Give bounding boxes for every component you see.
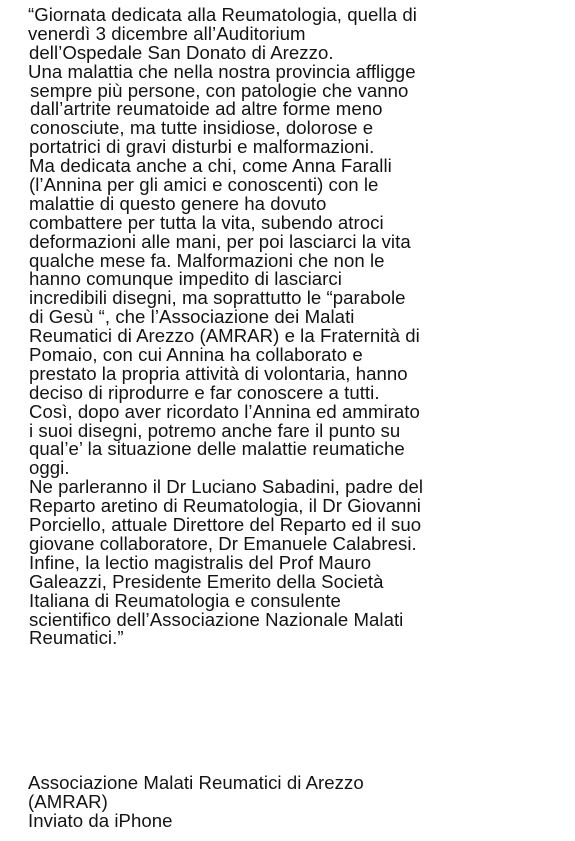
article-line: oggi. — [29, 457, 70, 479]
article-line: Ma dedicata anche a chi, come Anna Faralli — [29, 155, 392, 177]
article-line: conosciute, ma tutte insidiose, dolorose e — [30, 117, 374, 139]
article-line: sempre più persone, con patologie che vanno — [30, 79, 409, 101]
article-line: Ne parleranno il Dr Luciano Sabadini, padre del — [29, 476, 424, 498]
article-line: Porciello, attuale Direttore del Reparto ed il suo — [29, 514, 422, 536]
article-line: prestato la propria attività di volontaria, hanno — [29, 362, 408, 384]
signature-line: Associazione Malati Reumatici di Arezzo — [28, 772, 364, 793]
article-line: Italiana di Reumatologia e consulente — [29, 589, 341, 611]
article-line: malattie di questo genere ha dovuto — [29, 192, 327, 214]
article-line: Galeazzi, Presidente Emerito della Società — [29, 570, 384, 592]
article-line: di Gesù “, che l’Associazione dei Malati — [29, 306, 355, 328]
article-line: venerdì 3 dicembre all’Auditorium — [28, 22, 306, 44]
article-line: Pomaio, con cui Annina ha collaborato e — [29, 344, 363, 366]
article-line: dell’Ospedale San Donato di Arezzo. — [29, 41, 334, 63]
article-line: hanno comunque impedito di lasciarci — [29, 268, 342, 290]
article-line: giovane collaboratore, Dr Emanuele Calabresi. — [29, 532, 417, 554]
article-line: dall’artrite reumatoide ad altre forme meno — [30, 98, 383, 120]
article-line: qualche mese fa. Malformazioni che non le — [29, 249, 385, 271]
article-line: i suoi disegni, potremo anche fare il punto su — [29, 419, 401, 441]
signature-line: (AMRAR) — [28, 790, 108, 812]
article-line: Reumatici.” — [29, 627, 124, 649]
article-line: scientifico dell’Associazione Nazionale Malati — [29, 608, 404, 630]
article-line: Così, dopo aver ricordato l’Annina ed ammirato — [29, 400, 420, 422]
article-line: (l’Annina per gli amici e conoscenti) con le — [29, 174, 379, 196]
article-line: Reparto aretino di Reumatologia, il Dr Giovanni — [29, 495, 421, 517]
article-line: portatrici di gravi disturbi e malformazioni. — [29, 136, 375, 158]
article-line: Una malattia che nella nostra provincia affligge — [28, 60, 416, 82]
article-line: Infine, la lectio magistralis del Prof Mauro — [29, 551, 372, 573]
article-line: combattere per tutta la vita, subendo atroci — [29, 211, 384, 233]
signature-line: Inviato da iPhone — [28, 809, 173, 831]
article-line: deciso di riprodurre e far conoscere a tutti. — [29, 381, 380, 403]
article-line: incredibili disegni, ma soprattutto le “parabole — [29, 287, 406, 309]
signature-block — [0, 774, 575, 831]
article-line: Reumatici di Arezzo (AMRAR) e la Fraternità di — [29, 325, 420, 347]
article-line: “Giornata dedicata alla Reumatologia, quella di — [28, 4, 417, 25]
article-line: deformazioni alle mani, per poi lasciarci la vita — [29, 230, 411, 252]
article-line: qual’e’ la situazione delle malattie reumatiche — [29, 438, 405, 460]
article-body — [0, 6, 575, 648]
